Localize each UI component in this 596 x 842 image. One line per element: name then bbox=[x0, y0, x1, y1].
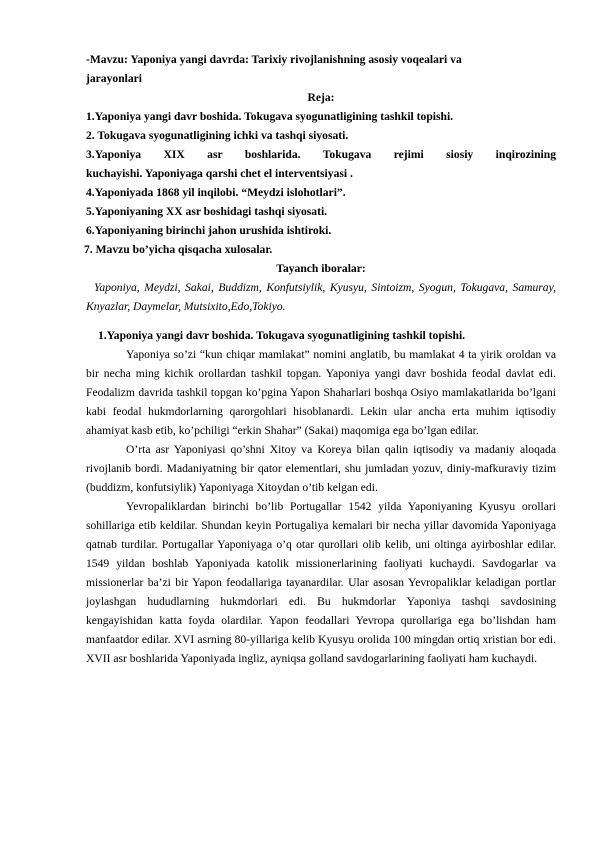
plan-item-2: 2. Tokugava syogunatligining ichki va tashqi siyosati. bbox=[86, 129, 349, 142]
plan-item-1: 1.Yaponiya yangi davr boshida. Tokugava syogunatligining tashkil topishi. bbox=[86, 110, 454, 123]
plan-item-3-line-1: 3.Yaponiya XIX asr boshlarida. Tokugava rejimi siosiy inqirozining bbox=[86, 148, 556, 161]
section-1-heading: 1.Yaponiya yangi davr boshida. Tokugava syogunatligining tashkil topishi. bbox=[98, 329, 466, 342]
plan-item-3-line-2: kuchayishi. Yaponiyaga qarshi chet el interventsiyasi . bbox=[86, 167, 353, 180]
section-1-paragraph-3: Yevropaliklardan birinchi bo’lib Portugallar 1542 yilda Yaponiyaning Kyusyu orollari sohillariga etib keldilar. Shundan keyin Portugaliya kemalari bir necha yillar davomida Yaponiyaga qatnab turdilar. Portugallar Yaponiyaga o’q otar qurollari olib kelib, uni oltinga ayirboshlar edilar. 1549 yildan boshlab Yaponiyada katolik missionerlarining faoliyati kuchaydi. Savdogarlar va missionerlar ba’zi bir Yapon feodallariga tayanardilar. Ular asosan Yevropaliklar keladigan portlar joylashgan hududlarning hukmdorlari edi. Bu hukmdorlar Yaponiya tashqi savdosining kengayishidan katta foyda olardilar. Yapon feodallari Yevropa qurollariga ega bo’lishdan ham manfaatdor edilar. XVI asrning 80-yillariga kelib Kyusyu orolida 100 mingdan ortiq xristian bor edi. XVII asr boshlarida Yaponiyada ingliz, ayniqsa golland savdogarlarining faoliyati ham kuchaydi. bbox=[86, 500, 556, 665]
keywords-text: Yaponiya, Meydzi, Sakai, Buddizm, Konfutsiylik, Kyusyu, Sintoizm, Syogun, Tokugava, Samuray, Knyazlar, Daymelar, Mutsixito,Edo,Tokiyo. bbox=[86, 281, 556, 313]
plan-item-6: 6.Yaponiyaning birinchi jahon urushida ishtiroki. bbox=[86, 224, 332, 237]
topic-title-line-2: jarayonlari bbox=[86, 72, 143, 85]
plan-item-7: 7. Mavzu bo’yicha qisqacha xulosalar. bbox=[84, 243, 273, 256]
document-page bbox=[86, 50, 556, 668]
plan-item-5: 5.Yaponiyaning XX asr boshidagi tashqi siyosati. bbox=[86, 205, 328, 218]
section-spacer bbox=[86, 316, 556, 326]
section-1-paragraph-1: Yaponiya so’zi “kun chiqar mamlakat” nomini anglatib, bu mamlakat 4 ta yirik oroldan va bir necha ming kichik orollardan tashkil topgan. Yaponiya yangi davr boshida feodal davlat edi. Feodalizm davrida tashkil topgan ko’pgina Yapon Shaharlari boshqa Osiyo mamlakatlarida bo’lgani kabi feodal hukmdorlarning qarorgohlari hisoblanardi. Lekin ular ancha erta muhim iqtisodiy ahamiyat kasb etib, ko’pchiligi “erkin Shahar” (Sakai) maqomiga ega bo’lgan edilar. bbox=[86, 348, 556, 437]
plan-heading: Reja: bbox=[307, 91, 335, 104]
keywords-heading: Tayanch iboralar: bbox=[276, 262, 366, 275]
section-1-paragraph-2: O’rta asr Yaponiyasi qo’shni Xitoy va Koreya bilan qalin iqtisodiy va madaniy aloqada rivojlanib bordi. Madaniyatning bir qator elementlari, shu jumladan yozuv, diniy-mafkuraviy tizim (buddizm, konfutsiylik) Yaponiyaga Xitoydan o’tib kelgan edi. bbox=[86, 443, 556, 494]
plan-item-4: 4.Yaponiyada 1868 yil inqilobi. “Meydzi islohotlari”. bbox=[86, 186, 346, 199]
topic-title-line-1: -Mavzu: Yaponiya yangi davrda: Tarixiy rivojlanishning asosiy voqealari va bbox=[86, 53, 462, 66]
